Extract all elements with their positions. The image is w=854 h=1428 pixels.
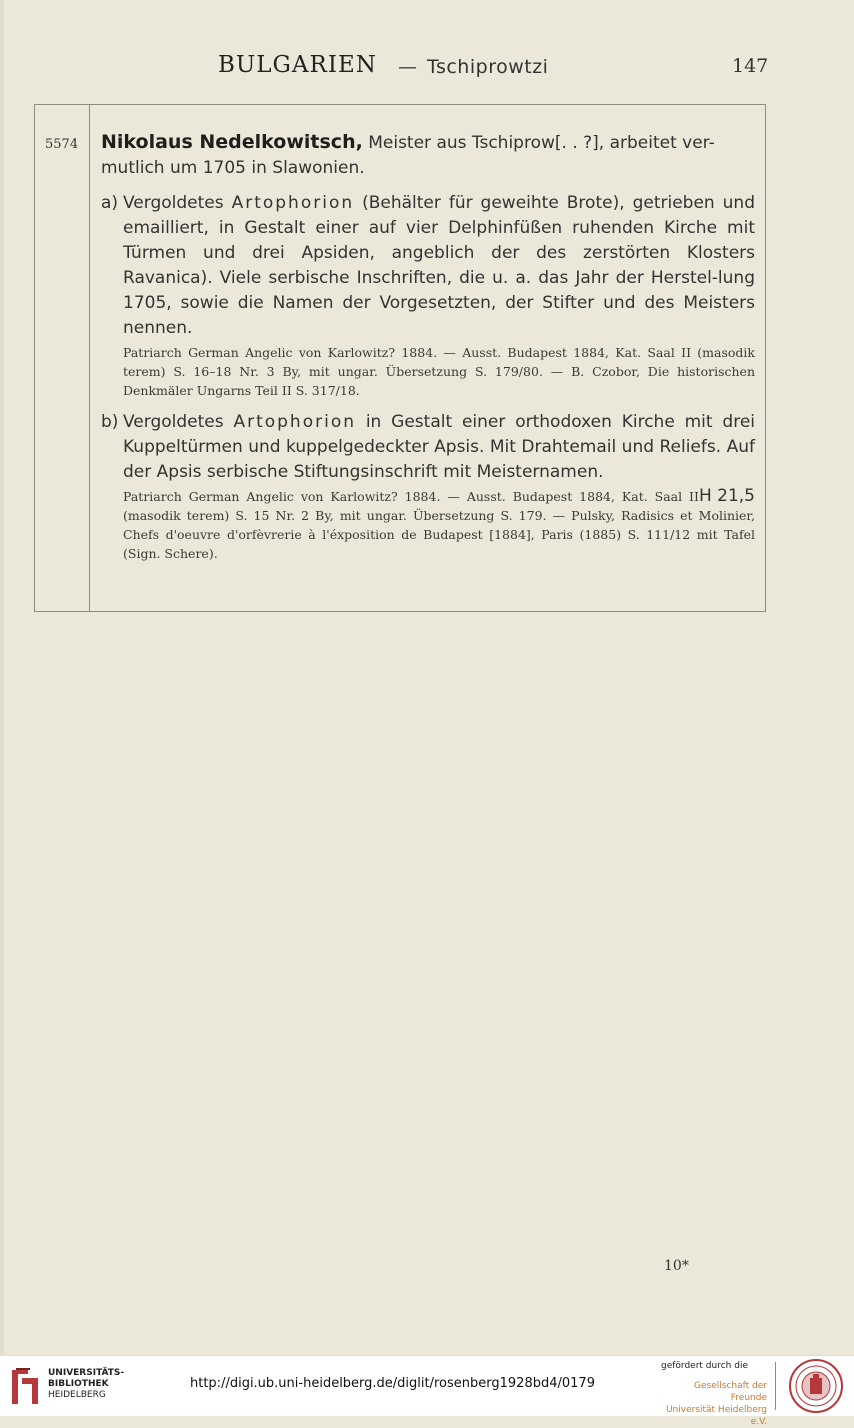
- entry-number: 5574: [45, 137, 79, 152]
- item-text: in Gestalt einer orthodoxen Kirche mit drei Kuppeltürmen und kuppelgedeckter Apsis. Mit Drahtemail und Reliefs. Auf der Apsis serbische Stiftungsinschrift mit Meisternamen.: [123, 412, 756, 482]
- item-lead: Vergoldetes: [123, 193, 232, 213]
- item-citation: Patriarch German Angelic von Karlowitz? 1884. — Ausst. Budapest 1884, Kat. Saal II (masodik terem) S. 16–18 Nr. 3 By, mit ungar. Übersetzung S. 179/80. — B. Czobor, Die historischen Denkmäler Ungarns Teil II S. 317/18.: [123, 345, 755, 398]
- item-description: [123, 191, 755, 341]
- header-title: BULGARIEN: [218, 52, 377, 78]
- sponsor-intro: gefördert durch die: [661, 1361, 748, 1371]
- header-dash: —: [398, 56, 417, 78]
- item-a: [101, 191, 755, 400]
- header-subtitle: Tschiprowtzi: [427, 56, 549, 78]
- item-description: [123, 410, 755, 485]
- intro-line-2: mutlich um 1705 in Slawonien.: [101, 158, 365, 178]
- item-label: b): [101, 412, 119, 432]
- item-citation: [123, 487, 755, 563]
- measurement: H 21,5: [698, 486, 755, 506]
- library-logo-icon[interactable]: [8, 1364, 46, 1408]
- catalog-entry: [34, 104, 766, 612]
- footer-bar: [0, 1355, 854, 1427]
- column-rule: [89, 105, 90, 611]
- university-seal-icon[interactable]: [788, 1358, 844, 1414]
- sponsor-name-line-1: Gesellschaft der Freunde: [694, 1381, 767, 1403]
- item-lead: Vergoldetes: [123, 412, 234, 432]
- running-header: [4, 52, 854, 86]
- item-text: (Behälter für geweihte Brote), getrieben und emailliert, in Gestalt einer auf vier Delphinfüßen ruhenden Kirche mit Türmen und drei Apsiden, angeblich der des zerstörten Klosters Ravanica). Viele serbische Inschriften, die u. a. das Jahr der Herstel-lung 1705, sowie die Namen der Vorgesetzten, der Stifter und des Meisters nennen.: [123, 193, 755, 338]
- entry-intro: [101, 130, 755, 181]
- library-name-line-2: BIBLIOTHEK: [48, 1379, 109, 1389]
- sponsor-name-line-2: Universität Heidelberg e.V.: [665, 1405, 767, 1427]
- object-name: Artophorion: [231, 193, 355, 213]
- object-name: Artophorion: [233, 412, 356, 432]
- signature-mark: 10*: [664, 1258, 689, 1274]
- permalink-url[interactable]: http://digi.ub.uni-heidelberg.de/diglit/rosenberg1928bd4/0179: [190, 1376, 595, 1391]
- sponsor-divider: [775, 1362, 776, 1410]
- item-label: a): [101, 193, 119, 213]
- item-b: [101, 410, 755, 563]
- library-name: [48, 1368, 124, 1401]
- library-name-line-3: HEIDELBERG: [48, 1390, 106, 1400]
- entry-body: [101, 130, 755, 563]
- intro-line-1: Meister aus Tschiprow[. . ?], arbeitet ver-: [362, 133, 715, 153]
- page-number: 147: [732, 55, 769, 77]
- citation-rest: Kat. Saal II (masodik terem) S. 15 Nr. 2 By, mit ungar. Übersetzung S. 179. — Pulsky, Radisics et Molinier, Chefs d'oeuvre d'orfèvrerie à l'éxposition de Budapest [1884], Paris (1885) S. 111/12 mit Tafel (Sign. Schere).: [123, 489, 755, 561]
- citation-first: Patriarch German Angelic von Karlowitz? 1884. — Ausst. Budapest 1884,: [123, 489, 615, 504]
- artist-name: Nikolaus Nedelkowitsch,: [101, 131, 363, 153]
- sponsor-block: [655, 1360, 767, 1428]
- library-name-line-1: UNIVERSITÄTS-: [48, 1368, 125, 1378]
